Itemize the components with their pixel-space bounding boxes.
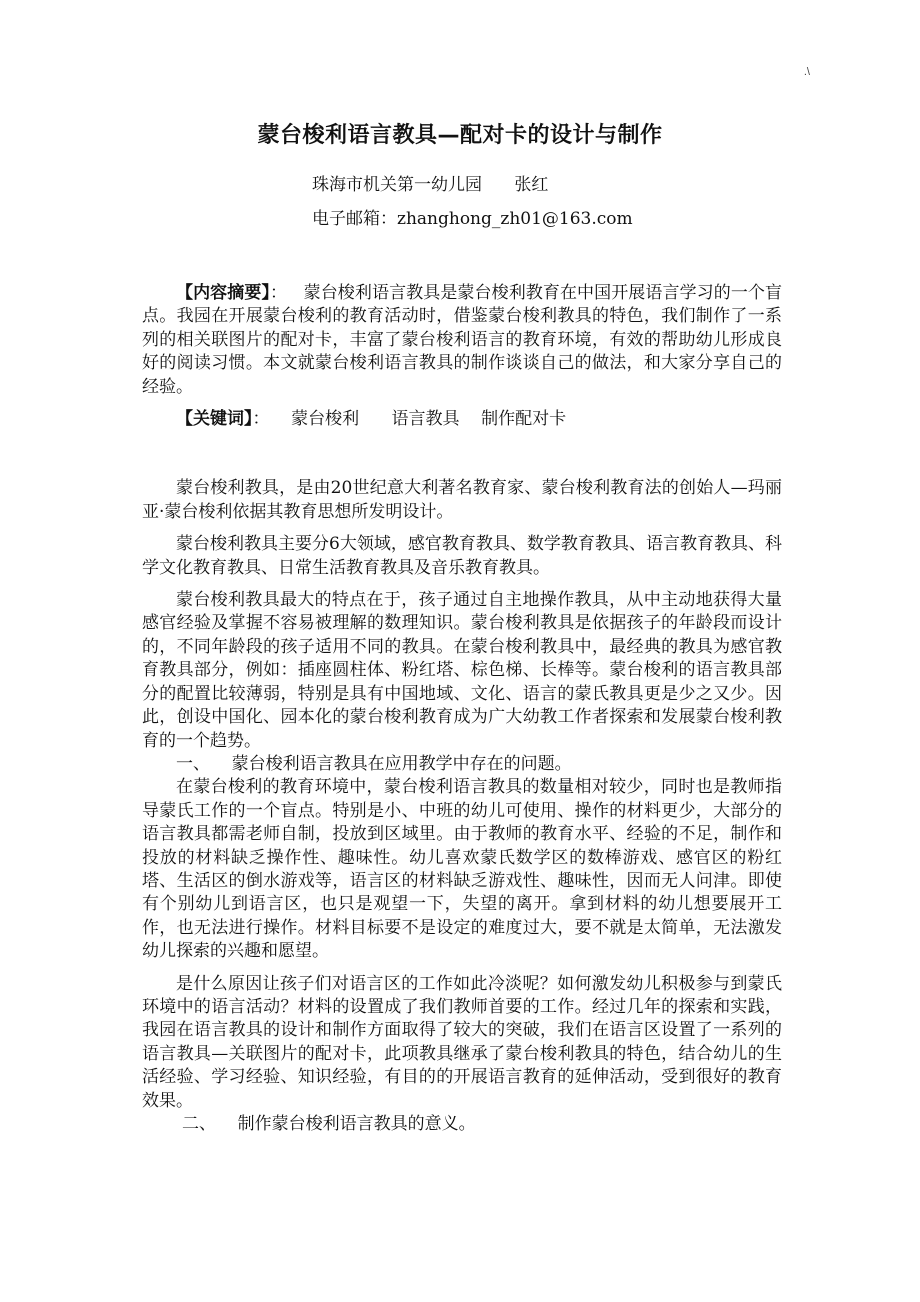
keywords-paragraph (142, 408, 782, 431)
document-title: 蒙台梭利语言教具—配对卡的设计与制作 (257, 123, 663, 148)
corner-mark: .\ (803, 66, 810, 78)
keywords-text: ： 蒙台梭利 语言教具 制作配对卡 (252, 409, 567, 430)
document-body (142, 282, 782, 1136)
body-paragraph-3: 蒙台梭利教具最大的特点在于，孩子通过自主地操作教具，从中主动地获得大量感官经验及掌握不容易被理解的数理知识。蒙台梭利教具是依据孩子的年龄段而设计的，不同年龄段的孩子适用不同的教具。在蒙台梭利教具中，最经典的教具为感官教育教具部分，例如：插座圆柱体、粉红塔、棕色梯、长棒等。蒙台梭利的语言教具部分的配置比较薄弱，特别是具有中国地域、文化、语言的蒙氏教具更是少之又少。因此，创设中国化、园本化的蒙台梭利教育成为广大幼教工作者探索和发展蒙台梭利教育的一个趋势。 (142, 590, 782, 751)
keywords-label: 【关键词】 (176, 409, 253, 430)
body-paragraph-2: 蒙台梭利教具主要分6大领域，感官教育教具、数学教育教具、语言教育教具、科学文化教育教具、日常生活教育教具及音乐教育教具。 (142, 534, 782, 578)
body-paragraph-1: 蒙台梭利教具，是由20世纪意大利著名教育家、蒙台梭利教育法的创始人—玛丽亚·蒙台梭利依据其教育思想所发明设计。 (142, 478, 782, 522)
abstract-paragraph (142, 282, 782, 399)
section-heading-2: 二、 制作蒙台梭利语言教具的意义。 (182, 1114, 476, 1134)
abstract-label: 【内容摘要】 (176, 283, 271, 303)
email-line: 电子邮箱：zhanghong_zh01@163.com (312, 209, 633, 229)
body-paragraph-4: 在蒙台梭利的教育环境中，蒙台梭利语言教具的数量相对较少，同时也是教师指导蒙氏工作的一个盲点。特别是小、中班的幼儿可使用、操作的材料更少，大部分的语言教具都需老师自制，投放到区域里。由于教师的教育水平、经验的不足，制作和投放的材料缺乏操作性、趣味性。幼儿喜欢蒙氏数学区的数棒游戏、感官区的粉红塔、生活区的倒水游戏等，语言区的材料缺乏游戏性、趣味性，因而无人问津。即使有个别幼儿到语言区，也只是观望一下，失望的离开。拿到材料的幼儿想要展开工作，也无法进行操作。材料目标要不是设定的难度过大，要不就是太简单，无法激发幼儿探索的兴趣和愿望。 (142, 777, 782, 962)
abstract-text: 蒙台梭利语言教具是蒙台梭利教育在中国开展语言学习的一个盲点。我园在开展蒙台梭利的教育活动时，借鉴蒙台梭利教具的特色，我们制作了一系列的相关联图片的配对卡，丰富了蒙台梭利语言的教育环境，有效的帮助幼儿形成良好的阅读习惯。本文就蒙台梭利语言教具的制作谈谈自己的做法，和大家分享自己的经验。 (142, 283, 783, 397)
author-line: 珠海市机关第一幼儿园 张红 (312, 175, 549, 195)
section-heading-1: 一、 蒙台梭利语言教具在应用教学中存在的问题。 (176, 753, 572, 774)
abstract-separator: ： (270, 283, 304, 303)
body-paragraph-5: 是什么原因让孩子们对语言区的工作如此冷淡呢？如何激发幼儿积极参与到蒙氏环境中的语言活动？材料的设置成了我们教师首要的工作。经过几年的探索和实践，我园在语言教具的设计和制作方面取得了较大的突破，我们在语言区设置了一系列的语言教具—关联图片的配对卡，此项教具继承了蒙台梭利教具的特色，结合幼儿的生活经验、学习经验、知识经验，有目的的开展语言教育的延伸活动，受到很好的教育效果。 (142, 973, 782, 1111)
